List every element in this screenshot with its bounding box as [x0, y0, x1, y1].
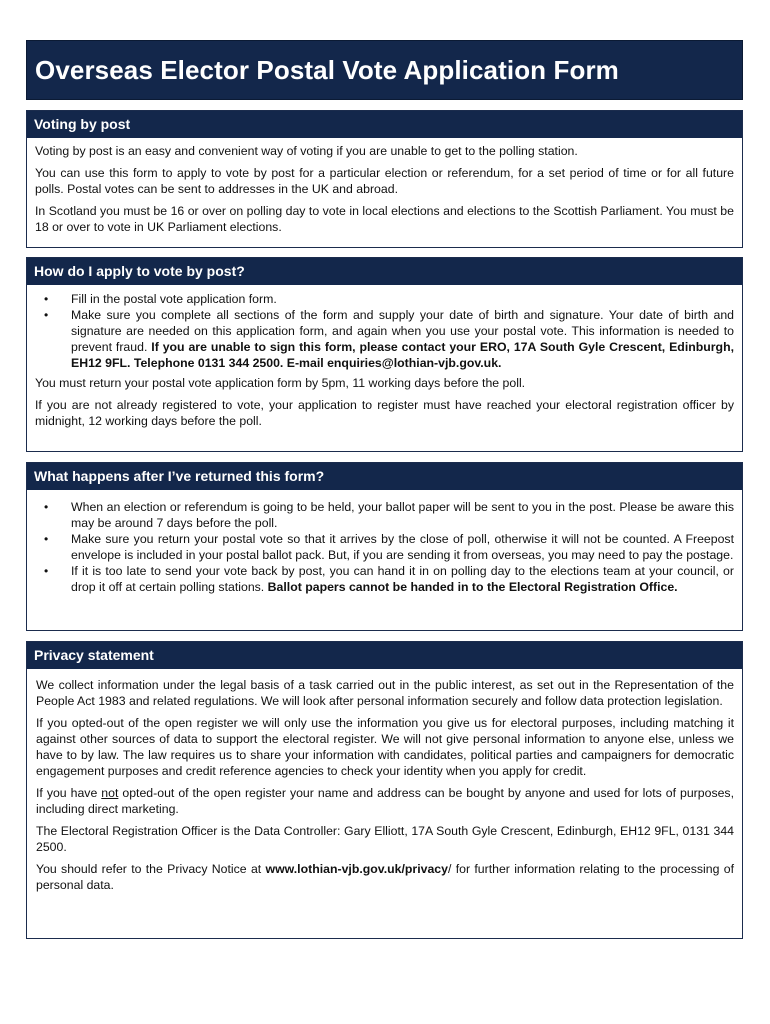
paragraph: You can use this form to apply to vote by post for a particular election or referendum, for a set period of time or for all future polls. Postal votes can be sent to addresses in the UK and abroad.	[35, 166, 734, 196]
paragraph: Voting by post is an easy and convenient way of voting if you are unable to get to the polling station.	[35, 144, 578, 158]
page-title: Overseas Elector Postal Vote Application Form	[35, 55, 619, 85]
bullet-list	[35, 499, 734, 595]
section-heading: Voting by post	[27, 111, 742, 138]
list-item: • Fill in the postal vote application form.	[71, 291, 734, 307]
warning-text: Ballot papers cannot be handed in to the Electoral Registration Office.	[267, 580, 678, 594]
bullet-list	[35, 291, 734, 371]
section-heading: How do I apply to vote by post?	[27, 258, 742, 285]
paragraph: You must return your postal vote application form by 5pm, 11 working days before the poll.	[35, 376, 526, 390]
section-privacy	[26, 641, 743, 939]
contact-details: If you are unable to sign this form, please contact your ERO, 17A South Gyle Crescent, Edinburgh, EH12 9FL. Telephone 0131 344 2500. E-mail enquiries@lothian-vjb.gov.uk.	[71, 340, 734, 370]
section-how-to-apply	[26, 257, 743, 452]
paragraph: We collect information under the legal basis of a task carried out in the public interest, as set out in the Representation of the People Act 1983 and related regulations. We will look after personal information securely and follow data protection legislation.	[36, 678, 734, 708]
title-banner	[26, 40, 743, 100]
section-heading: Privacy statement	[27, 642, 742, 669]
section-heading: What happens after I’ve returned this form?	[27, 463, 742, 490]
list-item: • Make sure you return your postal vote so that it arrives by the close of poll, otherwise it will not be counted. A Freepost envelope is included in your postal ballot pack. But, if you are sending it from overseas, you may need to pay the postage.	[71, 531, 734, 563]
privacy-notice-link[interactable]: www.lothian-vjb.gov.uk/privacy	[265, 862, 448, 876]
paragraph: The Electoral Registration Officer is the Data Controller: Gary Elliott, 17A South Gyle Crescent, Edinburgh, EH12 9FL, 0131 344 2500.	[36, 824, 734, 854]
list-item: • When an election or referendum is going to be held, your ballot paper will be sent to you in the post. Please be aware this may be around 7 days before the poll.	[71, 499, 734, 531]
paragraph: You should refer to the Privacy Notice at www.lothian-vjb.gov.uk/privacy/ for further information relating to the processing of personal data.	[36, 862, 734, 892]
section-voting-by-post	[26, 110, 743, 248]
list-item: • Make sure you complete all sections of the form and supply your date of birth and signature. Your date of birth and signature are needed on this application form, and again when you use your postal vote. This information is needed to prevent fraud. If you are unable to sign this form, please contact your ERO, 17A South Gyle Crescent, Edinburgh, EH12 9FL. Telephone 0131 344 2500. E-mail enquiries@lothian-vjb.gov.uk.	[71, 307, 734, 371]
list-item: • If it is too late to send your vote back by post, you can hand it in on polling day to the elections team at your council, or drop it off at certain polling stations. Ballot papers cannot be handed in to the Electoral Registration Office.	[71, 563, 734, 595]
paragraph: If you have not opted-out of the open register your name and address can be bought by anyone and used for lots of purposes, including direct marketing.	[36, 786, 735, 816]
paragraph: In Scotland you must be 16 or over on polling day to vote in local elections and elections to the Scottish Parliament. You must be 18 or over to vote in UK Parliament elections.	[35, 204, 734, 234]
paragraph: If you are not already registered to vote, your application to register must have reached your electoral registration officer by midnight, 12 working days before the poll.	[35, 398, 734, 428]
paragraph: If you opted-out of the open register we will only use the information you give us for electoral purposes, including matching it against other sources of data to support the electoral register. We will not give personal information to anyone else, unless we have to by law. The law requires us to share your information with candidates, political parties and campaigners for democratic engagement purposes and credit reference agencies to check your identity when you apply for credit.	[36, 716, 734, 778]
section-after-return	[26, 462, 743, 631]
